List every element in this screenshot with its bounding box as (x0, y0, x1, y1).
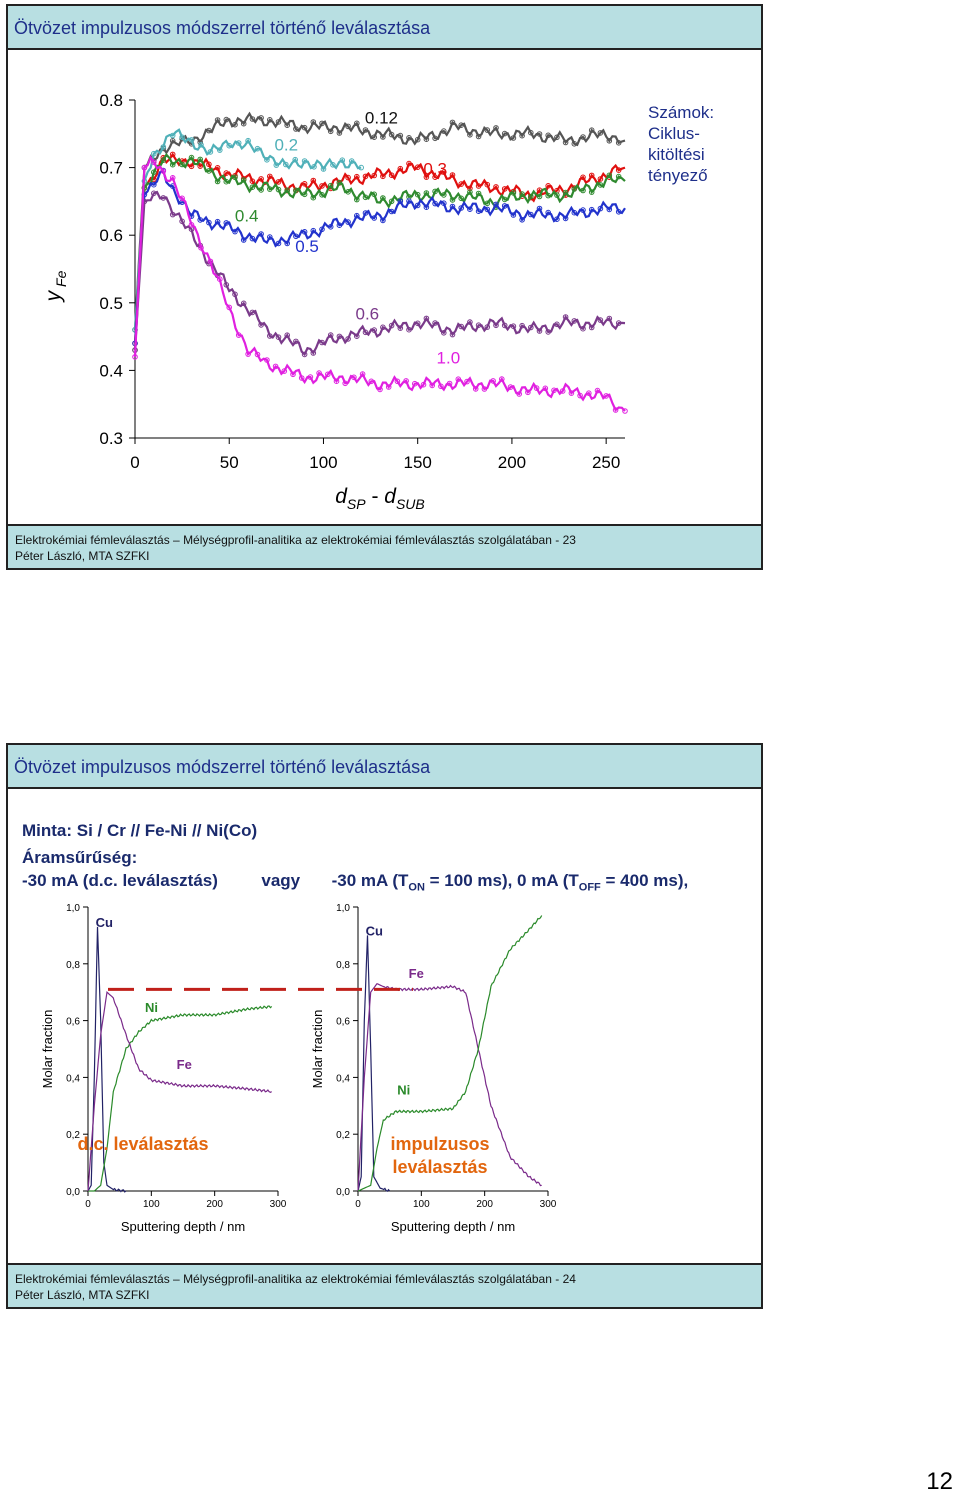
x-tick-label: 300 (539, 1199, 557, 1210)
y-tick-label: 0,0 (66, 1187, 80, 1198)
x-tick-label: 200 (476, 1199, 494, 1210)
footer-author: Péter László, MTA SZFKI (15, 1288, 150, 1302)
series-annotation: 0.6 (355, 304, 380, 324)
depth-profile-charts (8, 895, 765, 1235)
profile-line-Fe (88, 992, 272, 1191)
series-annotation: 0.3 (423, 159, 447, 179)
pulse-part: = 100 ms), 0 mA (T (424, 871, 579, 890)
slide-title: Ötvözet impulzusos módszerrel történő leválasztása (8, 6, 761, 50)
x-tick-label: 0 (130, 453, 140, 472)
x-tick-label: 50 (219, 453, 239, 472)
legend-note (648, 102, 714, 186)
series-annotation: 0.5 (295, 237, 319, 257)
chart-title: d.c. leválasztás (77, 1134, 209, 1154)
element-label-Ni: Ni (397, 1082, 411, 1098)
y-axis-label: Molar fraction (310, 1009, 325, 1089)
x-tick-label: 150 (403, 453, 432, 472)
element-label-Cu: Cu (95, 914, 113, 930)
x-tick-label: 0 (85, 1199, 91, 1210)
y-tick-label: 0,8 (336, 959, 350, 971)
chart-title-line: leválasztás (392, 1157, 488, 1177)
slide-24 (6, 743, 763, 1309)
element-label-Fe: Fe (176, 1056, 192, 1072)
legend-note-line: tényező (648, 166, 708, 185)
y-tick-label: 0,4 (336, 1073, 350, 1085)
y-tick-label: 0,8 (66, 959, 80, 971)
footer-line: Elektrokémiai fémleválasztás – Mélységprofil-analitika az elektrokémiai fémleválasztás szolgálatában - 23 (15, 533, 576, 547)
legend-note-line: kitöltési (648, 145, 705, 164)
y-tick-label: 1,0 (336, 903, 350, 914)
x-tick-label: 300 (269, 1199, 287, 1210)
slide-title: Ötvözet impulzusos módszerrel történő leválasztása (8, 745, 761, 789)
element-label-Cu: Cu (365, 923, 383, 939)
x-tick-label: 100 (309, 453, 338, 472)
element-label-Ni: Ni (145, 1000, 158, 1016)
series-annotation: 1.0 (436, 348, 461, 368)
page-number: 12 (926, 1468, 953, 1495)
chart-title-line: impulzusos (390, 1134, 490, 1154)
y-axis-label: y $_{Fe}$ (42, 270, 69, 302)
ton-sub: ON (408, 881, 425, 894)
profile-line-Cu (358, 935, 390, 1191)
pulse-part: = 400 ms), (600, 871, 689, 890)
or-word: vagy (261, 871, 301, 890)
slide-footer (8, 524, 761, 568)
y-tick-label: 0,2 (66, 1130, 80, 1142)
y-tick-label: 1,0 (66, 903, 80, 914)
y-tick-label: 0.3 (99, 429, 123, 448)
current-density-label: Áramsűrűség: (22, 848, 138, 867)
dc-condition: -30 mA (d.c. leválasztás) (22, 871, 218, 890)
pulse-condition (331, 871, 689, 894)
legend-note-line: Ciklus- (648, 124, 700, 143)
x-tick-label: 200 (497, 453, 527, 472)
y-tick-label: 0,6 (66, 1016, 80, 1028)
sample-description (22, 817, 257, 871)
x-axis-label: Sputtering depth / nm (390, 1219, 516, 1234)
x-axis-label: $d_{SP} - d_{SUB}$ (335, 485, 425, 512)
series-annotation: 0.4 (234, 206, 259, 226)
y-tick-label: 0.7 (99, 158, 123, 178)
x-tick-label: 100 (412, 1199, 430, 1210)
y-tick-label: 0,4 (66, 1073, 80, 1085)
series-annotation: 0.2 (274, 135, 299, 155)
element-label-Fe: Fe (408, 966, 424, 981)
series-line-0.3 (135, 154, 625, 343)
profile-line-Ni (88, 1006, 272, 1191)
legend-note-line: Számok: (648, 103, 715, 122)
series-annotation: 0.12 (364, 108, 399, 128)
x-tick-label: 100 (142, 1199, 160, 1210)
slide-23 (6, 4, 763, 570)
y-tick-label: 0,6 (336, 1016, 350, 1028)
x-tick-label: 200 (206, 1199, 224, 1210)
toff-sub: OFF (578, 881, 601, 894)
y-tick-label: 0,0 (336, 1187, 350, 1198)
y-axis-label: Molar fraction (40, 1009, 55, 1089)
y-tick-label: 0.4 (99, 361, 123, 381)
sample-line: Minta: Si / Cr // Fe-Ni // Ni(Co) (22, 821, 258, 840)
footer-author: Péter László, MTA SZFKI (15, 549, 150, 563)
y-tick-label: 0.8 (99, 91, 123, 110)
series-line-0.4 (135, 155, 625, 350)
x-axis-label: Sputtering depth / nm (120, 1219, 246, 1234)
pulse-part: -30 mA (T (331, 871, 409, 890)
y-tick-label: 0.6 (99, 226, 123, 246)
slide-footer (8, 1263, 761, 1307)
current-conditions (22, 871, 688, 893)
y-tick-label: 0.5 (99, 293, 123, 313)
footer-line: Elektrokémiai fémleválasztás – Mélységprofil-analitika az elektrokémiai fémleválasztás szolgálatában - 24 (15, 1272, 576, 1286)
x-tick-label: 0 (355, 1199, 361, 1210)
x-tick-label: 250 (591, 453, 621, 472)
y-tick-label: 0,2 (336, 1130, 350, 1142)
